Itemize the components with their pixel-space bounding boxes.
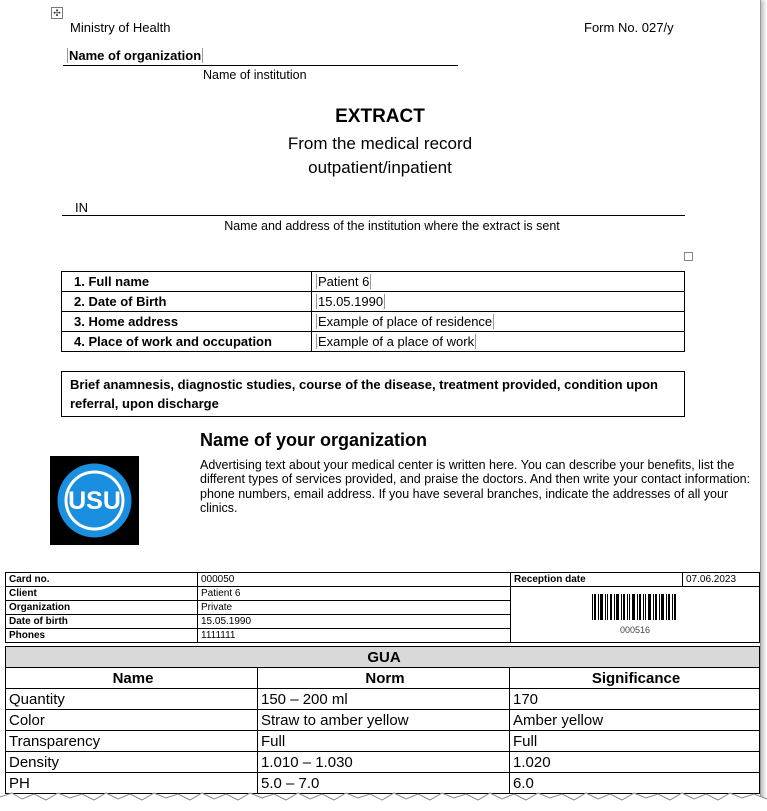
table-row	[6, 710, 760, 731]
card-value: Patient 6	[198, 587, 511, 601]
patient-info-label: 3. Home address	[62, 312, 312, 332]
advert-title: Name of your organization	[200, 430, 428, 450]
table-cell: Density	[6, 752, 258, 773]
table-cell: PH	[6, 773, 258, 794]
table-cell: 1.020	[510, 752, 760, 773]
table-cell: Amber yellow	[510, 710, 760, 731]
table-row	[62, 272, 685, 292]
table-cell: 1.010 – 1.030	[258, 752, 510, 773]
column-header: Name	[6, 668, 258, 689]
column-header: Significance	[510, 668, 760, 689]
table-cell: Transparency	[6, 731, 258, 752]
destination-underline	[62, 215, 685, 216]
barcode-cell	[511, 587, 760, 643]
reception-date-value: 07.06.2023	[683, 573, 760, 587]
table-row	[6, 647, 760, 668]
barcode-icon	[590, 594, 680, 624]
gua-title: GUA	[6, 647, 760, 668]
card-label: Client	[6, 587, 198, 601]
table-row	[6, 731, 760, 752]
patient-info-label: 4. Place of work and occupation	[62, 332, 312, 352]
table-cell: 5.0 – 7.0	[258, 773, 510, 794]
card-value: 15.05.1990	[198, 615, 511, 629]
patient-info-label: 2. Date of Birth	[62, 292, 312, 312]
card-value: 000050	[198, 573, 511, 587]
table-cell: 170	[510, 689, 760, 710]
document-subtitle-1: From the medical record	[287, 134, 473, 153]
table-cell: Full	[258, 731, 510, 752]
torn-page-edge	[0, 791, 767, 811]
usu-logo	[50, 456, 139, 545]
ministry-label: Ministry of Health	[70, 20, 171, 35]
table-cell: Full	[510, 731, 760, 752]
card-value: 1111111	[198, 629, 511, 643]
table-move-handle-icon[interactable]: ✣	[51, 7, 63, 19]
table-row	[6, 587, 760, 601]
card-label: Card no.	[6, 573, 198, 587]
table-row	[6, 689, 760, 710]
date-of-birth-field[interactable]: 15.05.1990	[318, 294, 384, 309]
table-cell: 6.0	[510, 773, 760, 794]
place-of-work-field[interactable]: Example of a place of work	[318, 334, 475, 349]
card-label: Date of birth	[6, 615, 198, 629]
patient-info-label: 1. Full name	[62, 272, 312, 292]
anamnesis-box: Brief anamnesis, diagnostic studies, course of the disease, treatment provided, condition upon referral, upon discharge	[61, 371, 685, 417]
card-value: Private	[198, 601, 511, 615]
gua-table	[5, 646, 760, 794]
institution-caption: Name of institution	[203, 68, 307, 82]
table-row	[62, 312, 685, 332]
patient-info-table	[61, 271, 685, 352]
table-cell: 150 – 200 ml	[258, 689, 510, 710]
advert-text: Advertising text about your medical center is written here. You can describe your benefits, list the different types of services provided, and praise the doctors. And then write your contact information: phone numbers, email address. If you have several branches, indicate the addresses of all your clinics.	[200, 458, 751, 515]
column-header: Norm	[258, 668, 510, 689]
reception-date-label: Reception date	[511, 573, 683, 587]
organization-name-field[interactable]: Name of organization	[69, 48, 202, 63]
table-cell: Quantity	[6, 689, 258, 710]
table-cell: Straw to amber yellow	[258, 710, 510, 731]
document-title: EXTRACT	[335, 106, 425, 127]
organization-underline	[63, 65, 458, 66]
destination-caption: Name and address of the institution where the extract is sent	[224, 219, 560, 233]
table-resize-handle-icon[interactable]	[684, 252, 693, 261]
table-row	[62, 332, 685, 352]
table-row	[62, 292, 685, 312]
logo-text: USU	[68, 487, 121, 515]
barcode-number: 000516	[619, 625, 651, 635]
card-label: Phones	[6, 629, 198, 643]
form-number: Form No. 027/y	[584, 20, 674, 35]
card-table	[5, 572, 760, 643]
home-address-field[interactable]: Example of place of residence	[318, 314, 493, 329]
document-subtitle-2: outpatient/inpatient	[308, 158, 452, 177]
card-label: Organization	[6, 601, 198, 615]
table-cell: Color	[6, 710, 258, 731]
destination-in-label: IN	[75, 200, 88, 215]
full-name-field[interactable]: Patient 6	[318, 274, 370, 289]
table-row	[6, 752, 760, 773]
table-row	[6, 573, 760, 587]
table-header-row	[6, 668, 760, 689]
